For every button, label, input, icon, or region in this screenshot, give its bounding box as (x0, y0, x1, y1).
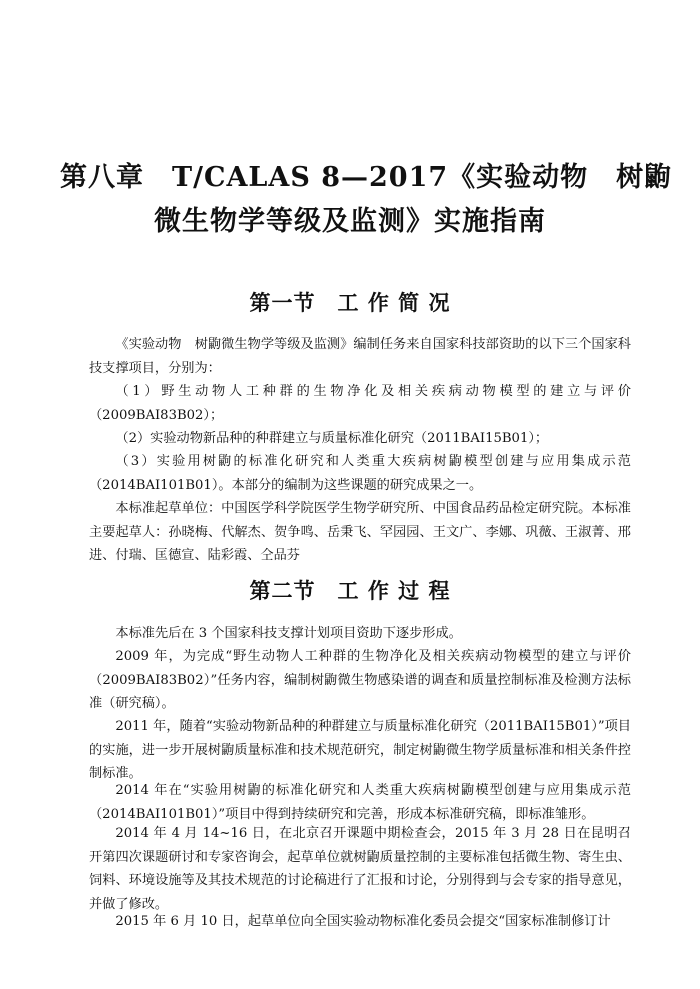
section-1-paragraph-intro: 《实验动物 树鼩微生物学等级及监测》编制任务来自国家科技部资助的以下三个国家科技支撑项目，分别为： (89, 337, 631, 376)
section-2-paragraph-4: 2014 年在“实验用树鼩的标准化研究和人类重大疾病树鼩模型创建与应用集成示范（2014BAI101B01）”项目中得到持续研究和完善，形成本标准研究稿，即标准雏形。 (89, 783, 631, 822)
section-2-paragraph-5: 2014 年 4 月 14~16 日，在北京召开课题中期检查会，2015 年 3 月 28 日在昆明召开第四次课题研讨和专家咨询会，起草单位就树鼩质量控制的主要标准包括微生物、寄生虫、饲料、环境设施等及其技术规范的讨论稿进行了汇报和讨论，分别得到与会专家的指导意见，并做了修改。 (89, 826, 631, 912)
section-2-paragraph-2: 2009 年，为完成“野生动物人工种群的生物净化及相关疾病动物模型的建立与评价（2009BAI83B02）”任务内容，编制树鼩微生物感染谱的调查和质量控制标准及检测方法标准（研究稿）。 (89, 649, 631, 711)
section-2-title: 第二节 工 作 过 程 (249, 579, 451, 603)
section-1-drafters: 本标准起草单位：中国医学科学院医学生物学研究所、中国食品药品检定研究院。本标准主要起草人：孙晓梅、代解杰、贺争鸣、岳秉飞、罕园园、王文广、李娜、巩薇、王淑菁、邢进、付瑞、匡德宣、陆彩霞、仝品芬 (89, 501, 631, 563)
chapter-title-line-2: 微生物学等级及监测》实施指南 (154, 206, 546, 237)
section-2-paragraph-6: 2015 年 6 月 10 日，起草单位向全国实验动物标准化委员会提交“国家标准制修订计 (115, 914, 611, 929)
section-2-paragraph-3: 2011 年，随着“实验动物新品种的种群建立与质量标准化研究（2011BAI15B01）”项目的实施，进一步开展树鼩质量标准和技术规范研究，制定树鼩微生物学质量标准和相关条件控制标准。 (89, 719, 631, 781)
section-1-item-3: （3）实验用树鼩的标准化研究和人类重大疾病树鼩模型创建与应用集成示范（2014BAI101B01）。本部分的编制为这些课题的研究成果之一。 (89, 454, 631, 493)
section-1-title: 第一节 工 作 简 况 (249, 291, 451, 315)
chapter-title-line-1: 第八章 T/CALAS 8—2017《实验动物 树鼩 (60, 162, 673, 193)
section-1-item-2: （2）实验动物新品种的种群建立与质量标准化研究（2011BAI15B01）； (115, 431, 549, 446)
section-1-item-1: （1）野生动物人工种群的生物净化及相关疾病动物模型的建立与评价（2009BAI83B02）； (89, 384, 631, 423)
section-2-paragraph-1: 本标准先后在 3 个国家科技支撑计划项目资助下逐步形成。 (115, 626, 462, 641)
